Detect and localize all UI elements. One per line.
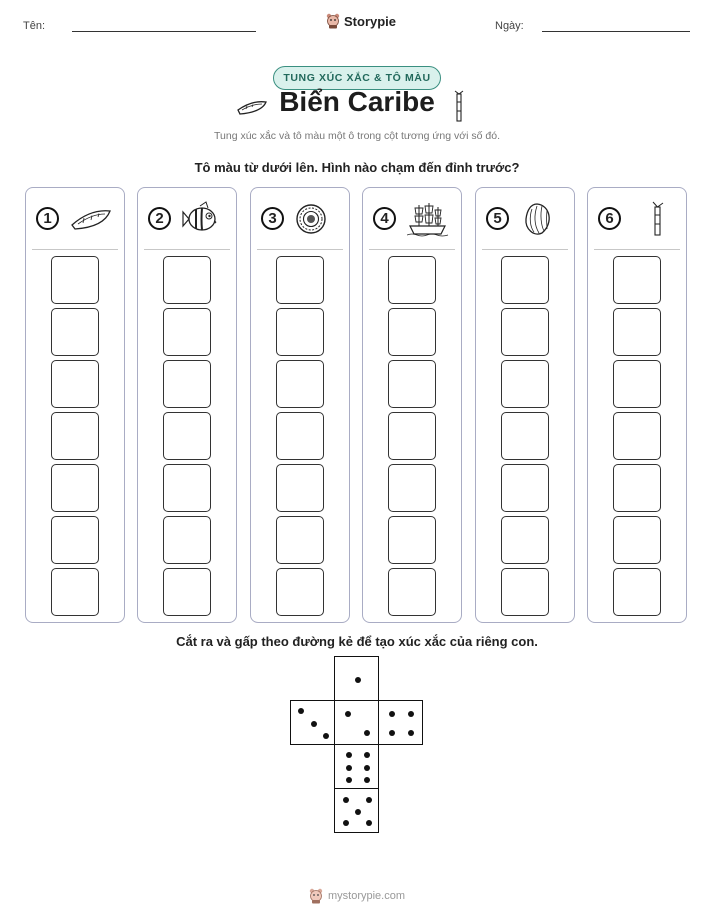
- color-box[interactable]: [163, 360, 211, 408]
- column-1: [25, 187, 125, 623]
- color-box[interactable]: [276, 412, 324, 460]
- die-face-2: [334, 700, 379, 745]
- color-box[interactable]: [501, 516, 549, 564]
- color-box[interactable]: [388, 360, 436, 408]
- canoe-icon: [70, 201, 112, 237]
- die-pip: [364, 765, 370, 771]
- column-number: 2: [148, 207, 171, 230]
- color-box[interactable]: [388, 256, 436, 304]
- color-box[interactable]: [276, 464, 324, 512]
- color-box[interactable]: [501, 412, 549, 460]
- color-box[interactable]: [501, 464, 549, 512]
- die-pip: [343, 820, 349, 826]
- bear-icon: [309, 888, 323, 904]
- die-face-4: [378, 700, 423, 745]
- brand-name: Storypie: [344, 13, 397, 29]
- instruction: Tô màu từ dưới lên. Hình nào chạm đến đỉnh trước?: [194, 160, 520, 175]
- color-box[interactable]: [276, 308, 324, 356]
- brand-logo: [326, 13, 396, 29]
- column-number: 6: [598, 207, 621, 230]
- nut-icon: [520, 201, 562, 237]
- color-box[interactable]: [163, 516, 211, 564]
- column-5: [475, 187, 575, 623]
- die-face-6: [334, 744, 379, 789]
- footer-url: mystorypie.com: [327, 890, 406, 902]
- name-label: Tên:: [23, 20, 46, 32]
- ship-icon: [407, 201, 449, 237]
- die-pip: [355, 677, 361, 683]
- die-pip: [364, 777, 370, 783]
- bear-icon: [326, 13, 340, 29]
- footer: [0, 888, 714, 904]
- die-pip: [346, 752, 352, 758]
- date-field[interactable]: [542, 31, 690, 32]
- color-box[interactable]: [501, 568, 549, 616]
- die-pip: [311, 721, 317, 727]
- color-box[interactable]: [51, 308, 99, 356]
- color-box[interactable]: [388, 308, 436, 356]
- die-pip: [343, 797, 349, 803]
- color-box[interactable]: [613, 412, 661, 460]
- subtitle: Tung xúc xắc và tô màu một ô trong cột tương ứng với số đó.: [214, 130, 500, 142]
- die-pip: [298, 708, 304, 714]
- die-pip: [408, 711, 414, 717]
- color-box[interactable]: [276, 256, 324, 304]
- color-box[interactable]: [613, 360, 661, 408]
- color-box[interactable]: [388, 412, 436, 460]
- die-pip: [346, 777, 352, 783]
- die-pip: [366, 797, 372, 803]
- die-pip: [366, 820, 372, 826]
- color-box[interactable]: [51, 360, 99, 408]
- die-face-3: [290, 700, 335, 745]
- color-box[interactable]: [388, 568, 436, 616]
- die-face-1: [334, 656, 379, 701]
- column-number: 5: [486, 207, 509, 230]
- column-6: [587, 187, 687, 623]
- die-pip: [389, 730, 395, 736]
- color-box[interactable]: [501, 308, 549, 356]
- column-4: [362, 187, 462, 623]
- color-box[interactable]: [51, 464, 99, 512]
- color-box[interactable]: [276, 568, 324, 616]
- color-box[interactable]: [51, 516, 99, 564]
- color-box[interactable]: [51, 568, 99, 616]
- die-face-5: [334, 788, 379, 833]
- die-pip: [345, 711, 351, 717]
- color-box[interactable]: [51, 412, 99, 460]
- color-box[interactable]: [501, 256, 549, 304]
- fish-icon: [182, 201, 224, 237]
- die-pip: [364, 752, 370, 758]
- die-pip: [408, 730, 414, 736]
- color-box[interactable]: [613, 516, 661, 564]
- color-box[interactable]: [163, 464, 211, 512]
- coin-icon: [295, 201, 337, 237]
- color-box[interactable]: [613, 256, 661, 304]
- activity-badge: TUNG XÚC XẮC & TÔ MÀU: [273, 66, 441, 90]
- color-box[interactable]: [163, 256, 211, 304]
- sugarcane-icon: [632, 201, 674, 237]
- date-label: Ngày:: [495, 20, 524, 32]
- color-box[interactable]: [276, 360, 324, 408]
- die-pip: [346, 765, 352, 771]
- die-pip: [355, 809, 361, 815]
- color-box[interactable]: [163, 308, 211, 356]
- die-pip: [364, 730, 370, 736]
- color-box[interactable]: [613, 568, 661, 616]
- column-2: [137, 187, 237, 623]
- page-title: Biển Caribe: [279, 86, 435, 117]
- cut-instruction: Cắt ra và gấp theo đường kẻ để tạo xúc xắc của riêng con.: [176, 634, 538, 649]
- column-number: 1: [36, 207, 59, 230]
- color-box[interactable]: [163, 412, 211, 460]
- color-box[interactable]: [501, 360, 549, 408]
- die-pip: [389, 711, 395, 717]
- dice-net: [290, 656, 425, 836]
- name-field[interactable]: [72, 31, 256, 32]
- color-box[interactable]: [388, 516, 436, 564]
- color-box[interactable]: [613, 464, 661, 512]
- color-box[interactable]: [51, 256, 99, 304]
- column-3: [250, 187, 350, 623]
- color-box[interactable]: [613, 308, 661, 356]
- color-box[interactable]: [163, 568, 211, 616]
- color-box[interactable]: [276, 516, 324, 564]
- sugarcane-icon: [453, 90, 465, 122]
- color-box[interactable]: [388, 464, 436, 512]
- column-number: 4: [373, 207, 396, 230]
- die-pip: [323, 733, 329, 739]
- column-number: 3: [261, 207, 284, 230]
